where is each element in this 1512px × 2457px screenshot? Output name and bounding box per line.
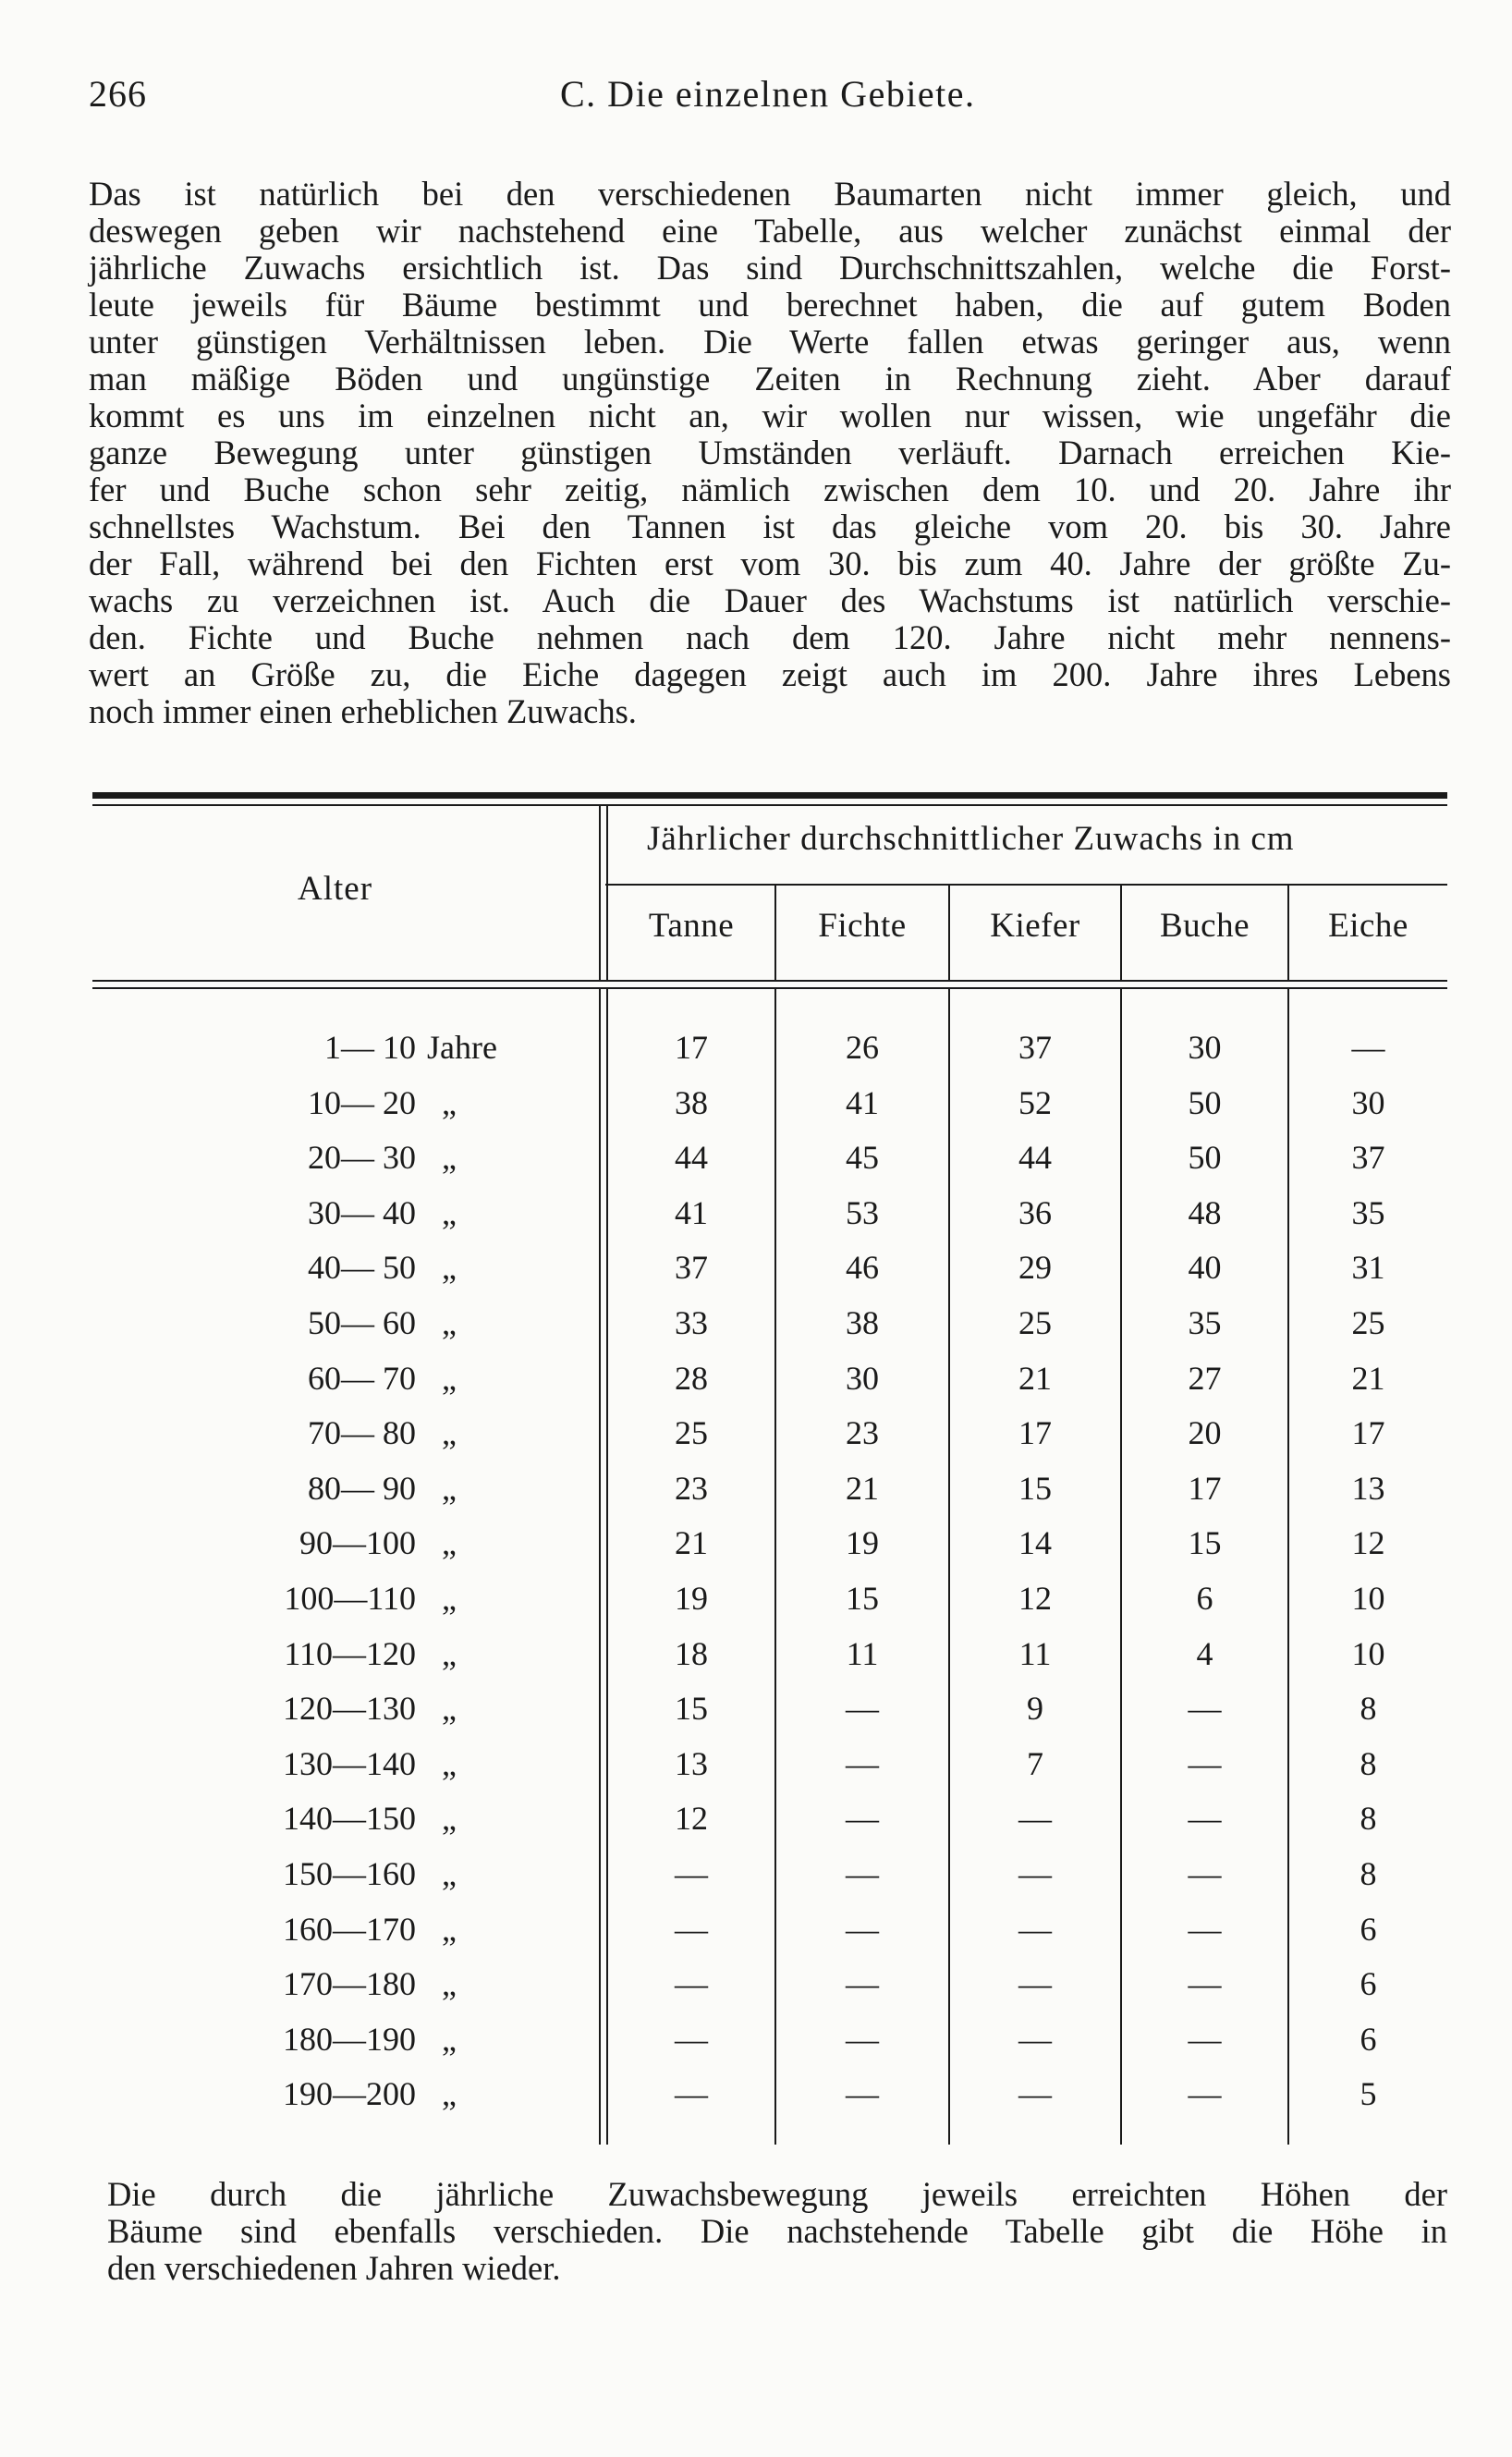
value-cell: 11 bbox=[846, 1634, 879, 1672]
value-cell: 7 bbox=[1027, 1744, 1043, 1782]
value-cell: 8 bbox=[1360, 1800, 1377, 1838]
table-row bbox=[0, 1634, 1512, 1689]
value-cell: 28 bbox=[675, 1359, 708, 1397]
age-range-cell: 170—180 bbox=[283, 1965, 416, 2003]
age-unit-cell: „ bbox=[442, 2020, 457, 2058]
table-row bbox=[0, 1910, 1512, 1964]
age-range-cell: 50— 60 bbox=[308, 1304, 416, 1341]
table-row bbox=[0, 1523, 1512, 1578]
age-unit-cell: „ bbox=[442, 1193, 457, 1231]
value-cell: 5 bbox=[1360, 2075, 1377, 2113]
value-cell: — bbox=[675, 1910, 708, 1948]
value-cell: — bbox=[846, 1690, 879, 1728]
text-line: schnellstes Wachstum. Bei den Tannen ist das gleiche vom 20. bis 30. Jahre bbox=[89, 507, 1451, 545]
value-cell: — bbox=[1018, 1965, 1052, 2003]
value-cell: 38 bbox=[675, 1083, 708, 1121]
value-cell: 20 bbox=[1188, 1414, 1222, 1452]
value-cell: — bbox=[1018, 1800, 1052, 1838]
age-unit-cell: „ bbox=[442, 1414, 457, 1452]
age-range-cell: 100—110 bbox=[284, 1580, 416, 1617]
value-cell: 19 bbox=[675, 1580, 708, 1617]
value-cell: — bbox=[1188, 1855, 1222, 1892]
table-row bbox=[0, 1413, 1512, 1468]
table-row bbox=[0, 1799, 1512, 1853]
value-cell: 10 bbox=[1351, 1580, 1385, 1617]
age-range-cell: 120—130 bbox=[283, 1690, 416, 1728]
value-cell: 12 bbox=[675, 1800, 708, 1838]
value-cell: — bbox=[1188, 1965, 1222, 2003]
age-range-cell: 40— 50 bbox=[308, 1249, 416, 1287]
table-row bbox=[0, 1303, 1512, 1358]
value-cell: 6 bbox=[1360, 1910, 1377, 1948]
age-range-cell: 20— 30 bbox=[308, 1139, 416, 1177]
age-unit-cell: „ bbox=[442, 1469, 457, 1507]
value-cell: 48 bbox=[1188, 1193, 1222, 1231]
value-cell: 21 bbox=[1018, 1359, 1052, 1397]
text-line: leute jeweils für Bäume bestimmt und berechnet haben, die auf gutem Boden bbox=[89, 286, 1451, 324]
value-cell: — bbox=[1188, 1744, 1222, 1782]
value-cell: — bbox=[1188, 1910, 1222, 1948]
age-unit-cell: „ bbox=[442, 1855, 457, 1892]
value-cell: 50 bbox=[1188, 1083, 1222, 1121]
value-cell: 29 bbox=[1018, 1249, 1052, 1287]
value-cell: 31 bbox=[1351, 1249, 1385, 1287]
page-number: 266 bbox=[89, 73, 147, 115]
table-row bbox=[0, 1964, 1512, 2019]
table-row bbox=[0, 1193, 1512, 1248]
text-line: wert an Größe zu, die Eiche dagegen zeigt auch im 200. Jahre ihres Lebens bbox=[89, 655, 1451, 693]
column-header-fichte: Fichte bbox=[818, 907, 907, 945]
value-cell: — bbox=[675, 2020, 708, 2058]
value-cell: 52 bbox=[1018, 1083, 1052, 1121]
age-range-cell: 130—140 bbox=[283, 1744, 416, 1782]
text-line: kommt es uns im einzelnen nicht an, wir wollen nur wissen, wie ungefähr die bbox=[89, 397, 1451, 434]
text-line: unter günstigen Verhältnissen leben. Die Werte fallen etwas geringer aus, wenn bbox=[89, 323, 1451, 361]
table-rule-top bbox=[92, 792, 1447, 799]
table-row bbox=[0, 1248, 1512, 1302]
value-cell: 37 bbox=[1018, 1029, 1052, 1066]
age-unit-cell: „ bbox=[442, 1249, 457, 1287]
value-cell: 23 bbox=[675, 1469, 708, 1507]
value-cell: 6 bbox=[1360, 2020, 1377, 2058]
value-cell: 53 bbox=[846, 1193, 879, 1231]
age-range-cell: 60— 70 bbox=[308, 1359, 416, 1397]
age-unit-cell: „ bbox=[442, 1690, 457, 1728]
value-cell: 25 bbox=[1018, 1304, 1052, 1341]
age-range-cell: 30— 40 bbox=[308, 1193, 416, 1231]
value-cell: — bbox=[1018, 1855, 1052, 1892]
table-rule-subheader bbox=[605, 884, 1447, 886]
value-cell: 17 bbox=[675, 1029, 708, 1066]
value-cell: 44 bbox=[675, 1139, 708, 1177]
value-cell: 10 bbox=[1351, 1634, 1385, 1672]
value-cell: 25 bbox=[675, 1414, 708, 1452]
age-range-cell: 80— 90 bbox=[308, 1469, 416, 1507]
value-cell: — bbox=[846, 1965, 879, 2003]
value-cell: — bbox=[1018, 1910, 1052, 1948]
table-rule-top-thin bbox=[92, 804, 1447, 806]
age-unit-cell: „ bbox=[442, 1744, 457, 1782]
table-divider bbox=[599, 806, 601, 980]
age-range-cell: 110—120 bbox=[284, 1634, 416, 1672]
value-cell: 8 bbox=[1360, 1744, 1377, 1782]
value-cell: — bbox=[1351, 1029, 1385, 1066]
table-row bbox=[0, 1359, 1512, 1413]
text-line: man mäßige Böden und ungünstige Zeiten in Rechnung zieht. Aber darauf bbox=[89, 360, 1451, 397]
column-header-tanne: Tanne bbox=[648, 907, 735, 945]
value-cell: 21 bbox=[675, 1524, 708, 1562]
value-cell: — bbox=[675, 2075, 708, 2113]
table-row bbox=[0, 1854, 1512, 1909]
value-cell: 15 bbox=[675, 1690, 708, 1728]
text-line: jährliche Zuwachs ersichtlich ist. Das sind Durchschnittszahlen, welche die Forst- bbox=[89, 249, 1451, 287]
value-cell: — bbox=[1018, 2075, 1052, 2113]
value-cell: 41 bbox=[846, 1083, 879, 1121]
age-range-cell: 150—160 bbox=[283, 1855, 416, 1892]
value-cell: 15 bbox=[846, 1580, 879, 1617]
value-cell: — bbox=[846, 1744, 879, 1782]
value-cell: 40 bbox=[1188, 1249, 1222, 1287]
table-row bbox=[0, 1744, 1512, 1799]
table-row bbox=[0, 1469, 1512, 1523]
value-cell: 8 bbox=[1360, 1855, 1377, 1892]
value-cell: 33 bbox=[675, 1304, 708, 1341]
text-line: fer und Buche schon sehr zeitig, nämlich zwischen dem 10. und 20. Jahre ihr bbox=[89, 471, 1451, 508]
table-rule-header-bottom bbox=[92, 980, 1447, 982]
age-unit-cell: Jahre bbox=[427, 1029, 497, 1066]
value-cell: 15 bbox=[1018, 1469, 1052, 1507]
age-unit-cell: „ bbox=[442, 2075, 457, 2113]
table-row bbox=[0, 1138, 1512, 1192]
table-row bbox=[0, 2074, 1512, 2129]
value-cell: — bbox=[846, 2020, 879, 2058]
column-header-kiefer: Kiefer bbox=[990, 907, 1080, 945]
value-cell: 38 bbox=[846, 1304, 879, 1341]
value-cell: 30 bbox=[846, 1359, 879, 1397]
age-range-cell: 10— 20 bbox=[308, 1083, 416, 1121]
value-cell: — bbox=[675, 1855, 708, 1892]
value-cell: 35 bbox=[1351, 1193, 1385, 1231]
value-cell: 21 bbox=[1351, 1359, 1385, 1397]
value-cell: 13 bbox=[675, 1744, 708, 1782]
value-cell: — bbox=[1188, 1690, 1222, 1728]
value-cell: 11 bbox=[1018, 1634, 1052, 1672]
group-column-header: Jährlicher durchschnittlicher Zuwachs in cm bbox=[647, 820, 1295, 858]
value-cell: 8 bbox=[1360, 1690, 1377, 1728]
value-cell: 4 bbox=[1196, 1634, 1213, 1672]
value-cell: 6 bbox=[1196, 1580, 1213, 1617]
value-cell: 41 bbox=[675, 1193, 708, 1231]
value-cell: 30 bbox=[1351, 1083, 1385, 1121]
value-cell: — bbox=[675, 1965, 708, 2003]
text-line: Die durch die jährliche Zuwachsbewegung jeweils erreichten Höhen der bbox=[107, 2175, 1447, 2213]
age-range-cell: 70— 80 bbox=[308, 1414, 416, 1452]
age-range-cell: 140—150 bbox=[283, 1800, 416, 1838]
age-range-cell: 190—200 bbox=[283, 2075, 416, 2113]
page-header bbox=[89, 72, 1447, 128]
age-unit-cell: „ bbox=[442, 1634, 457, 1672]
running-head: C. Die einzelnen Gebiete. bbox=[560, 73, 976, 115]
value-cell: 9 bbox=[1027, 1690, 1043, 1728]
age-range-cell: 90—100 bbox=[299, 1524, 416, 1562]
value-cell: 12 bbox=[1351, 1524, 1385, 1562]
value-cell: 37 bbox=[675, 1249, 708, 1287]
age-unit-cell: „ bbox=[442, 1965, 457, 2003]
age-column-header: Alter bbox=[298, 870, 373, 908]
value-cell: 37 bbox=[1351, 1139, 1385, 1177]
value-cell: 26 bbox=[846, 1029, 879, 1066]
value-cell: — bbox=[846, 1910, 879, 1948]
text-line: deswegen geben wir nachstehend eine Tabelle, aus welcher zunächst einmal der bbox=[89, 212, 1451, 250]
value-cell: 21 bbox=[846, 1469, 879, 1507]
value-cell: 35 bbox=[1188, 1304, 1222, 1341]
text-line: den verschiedenen Jahren wieder. bbox=[107, 2249, 561, 2287]
value-cell: 17 bbox=[1188, 1469, 1222, 1507]
value-cell: — bbox=[846, 1800, 879, 1838]
text-line: Das ist natürlich bei den verschiedenen Baumarten nicht immer gleich, und bbox=[89, 175, 1451, 213]
value-cell: — bbox=[1018, 2020, 1052, 2058]
value-cell: 17 bbox=[1018, 1414, 1052, 1452]
table-row bbox=[0, 1083, 1512, 1138]
table-row bbox=[0, 2020, 1512, 2074]
age-unit-cell: „ bbox=[442, 1083, 457, 1121]
table-divider bbox=[606, 806, 608, 980]
value-cell: 14 bbox=[1018, 1524, 1052, 1562]
text-line: noch immer einen erheblichen Zuwachs. bbox=[89, 692, 637, 730]
value-cell: 6 bbox=[1360, 1965, 1377, 2003]
value-cell: — bbox=[846, 2075, 879, 2113]
value-cell: 18 bbox=[675, 1634, 708, 1672]
age-unit-cell: „ bbox=[442, 1800, 457, 1838]
value-cell: — bbox=[1188, 2020, 1222, 2058]
text-line: der Fall, während bei den Fichten erst vom 30. bis zum 40. Jahre der größte Zu- bbox=[89, 544, 1451, 582]
value-cell: 12 bbox=[1018, 1580, 1052, 1617]
value-cell: — bbox=[1188, 2075, 1222, 2113]
table-row bbox=[0, 1579, 1512, 1633]
value-cell: 13 bbox=[1351, 1469, 1385, 1507]
text-line: ganze Bewegung unter günstigen Umständen verläuft. Darnach erreichen Kie- bbox=[89, 434, 1451, 471]
text-line: den. Fichte und Buche nehmen nach dem 120. Jahre nicht mehr nennens- bbox=[89, 618, 1451, 656]
value-cell: 30 bbox=[1188, 1029, 1222, 1066]
value-cell: 44 bbox=[1018, 1139, 1052, 1177]
age-unit-cell: „ bbox=[442, 1304, 457, 1341]
table-rule-header-bottom-2 bbox=[92, 987, 1447, 989]
text-line: Bäume sind ebenfalls verschieden. Die nachstehende Tabelle gibt die Höhe in bbox=[107, 2212, 1447, 2250]
value-cell: 46 bbox=[846, 1249, 879, 1287]
value-cell: 36 bbox=[1018, 1193, 1052, 1231]
value-cell: 23 bbox=[846, 1414, 879, 1452]
value-cell: 25 bbox=[1351, 1304, 1385, 1341]
age-unit-cell: „ bbox=[442, 1139, 457, 1177]
age-unit-cell: „ bbox=[442, 1580, 457, 1617]
value-cell: 15 bbox=[1188, 1524, 1222, 1562]
value-cell: 17 bbox=[1351, 1414, 1385, 1452]
age-unit-cell: „ bbox=[442, 1524, 457, 1562]
age-range-cell: 180—190 bbox=[283, 2020, 416, 2058]
value-cell: 45 bbox=[846, 1139, 879, 1177]
value-cell: 27 bbox=[1188, 1359, 1222, 1397]
age-unit-cell: „ bbox=[442, 1359, 457, 1397]
value-cell: — bbox=[846, 1855, 879, 1892]
column-header-eiche: Eiche bbox=[1328, 907, 1408, 945]
text-line: wachs zu verzeichnen ist. Auch die Dauer des Wachstums ist natürlich verschie- bbox=[89, 581, 1451, 619]
closing-paragraph bbox=[107, 2176, 1447, 2287]
age-unit-cell: „ bbox=[442, 1910, 457, 1948]
table-row bbox=[0, 1689, 1512, 1743]
intro-paragraph bbox=[89, 176, 1451, 730]
value-cell: 19 bbox=[846, 1524, 879, 1562]
value-cell: 50 bbox=[1188, 1139, 1222, 1177]
age-range-cell: 1— 10 bbox=[324, 1029, 416, 1066]
column-header-buche: Buche bbox=[1159, 907, 1250, 945]
age-range-cell: 160—170 bbox=[283, 1910, 416, 1948]
value-cell: — bbox=[1188, 1800, 1222, 1838]
table-row bbox=[0, 1028, 1512, 1082]
